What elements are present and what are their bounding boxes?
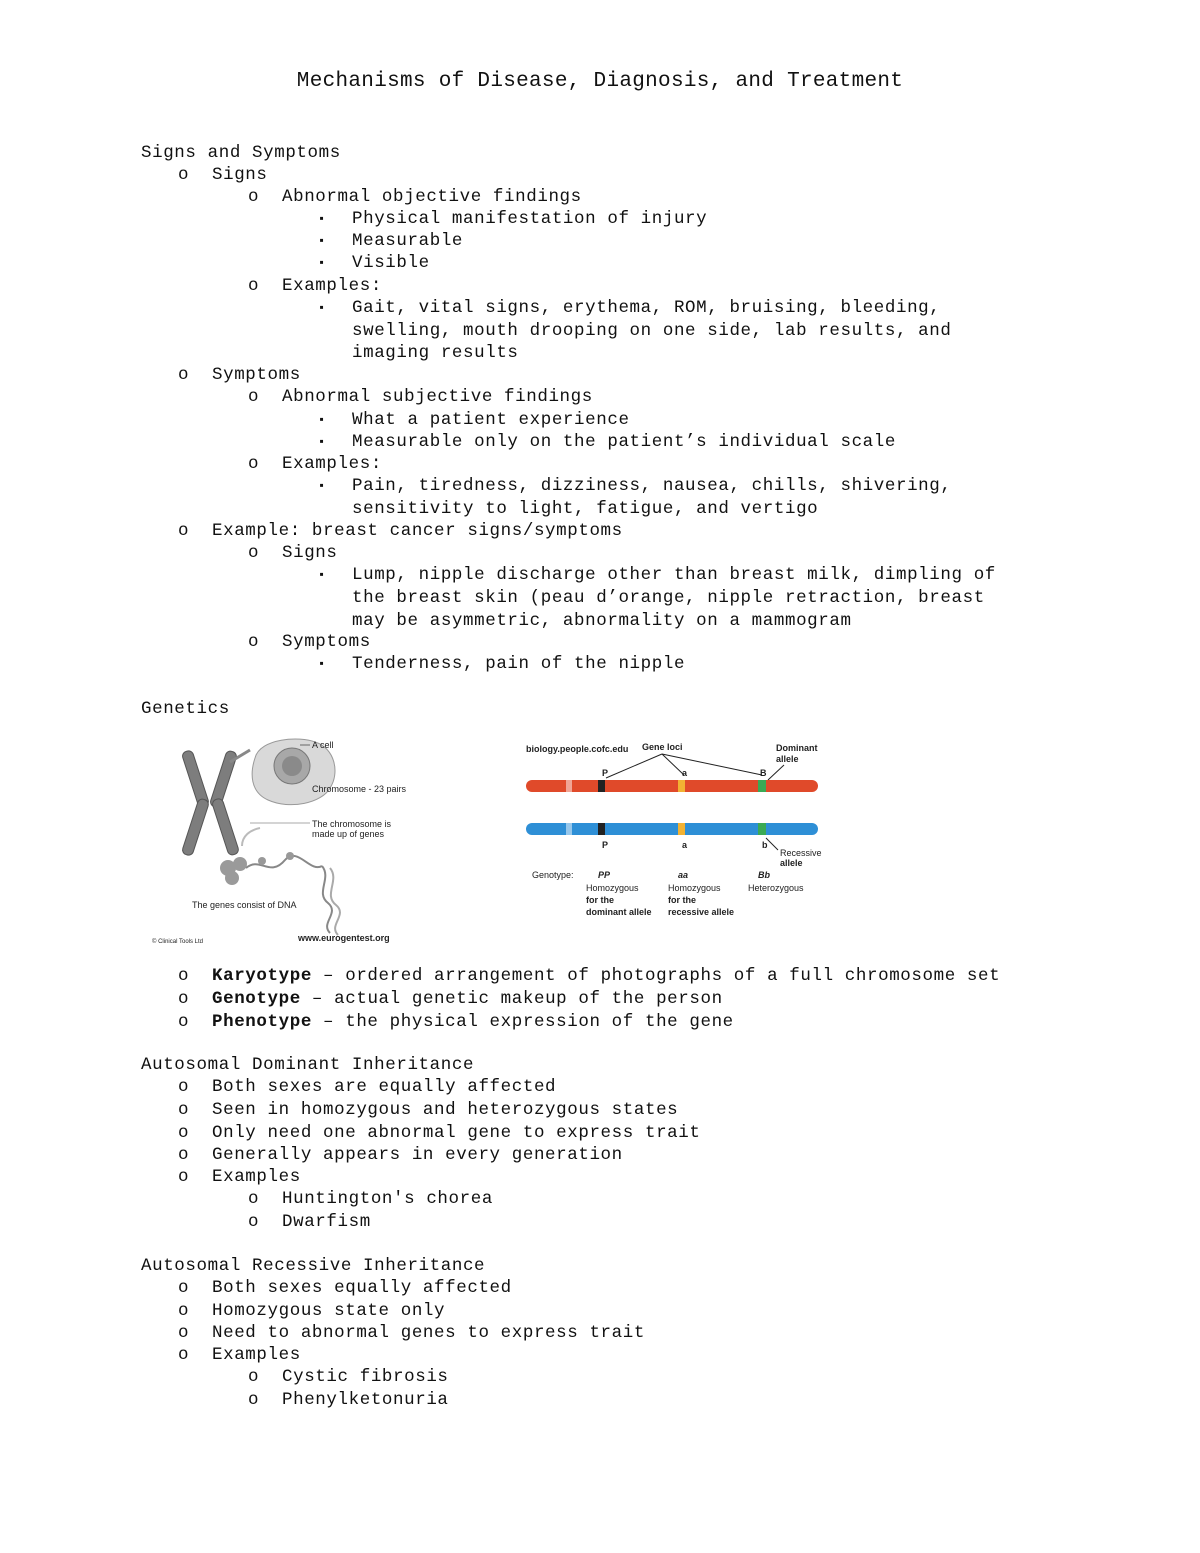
figure-label: A cell — [312, 740, 334, 750]
bullet-o: o — [178, 966, 190, 986]
figure-source: www.eurogentest.org — [298, 933, 390, 943]
list-item-text: Dwarfism — [282, 1212, 371, 1232]
list-item-text: Examples: — [282, 454, 382, 474]
bullet-o: o — [248, 543, 260, 563]
list-item-text: Examples — [212, 1345, 301, 1365]
term-line — [212, 1011, 734, 1033]
term-definition: – actual genetic makeup of the person — [300, 989, 723, 1009]
list-item-text: Gait, vital signs, erythema, ROM, bruising, bleeding, — [352, 298, 941, 318]
list-item-text: Signs — [282, 543, 338, 563]
bullet-o: o — [248, 276, 260, 296]
figure-label: Chromosome - 23 pairs — [312, 784, 407, 794]
genotype-value: aa — [678, 870, 689, 880]
bullet-o: o — [178, 1301, 190, 1321]
chromosome-illustration — [181, 750, 239, 857]
genotype-description: Heterozygous — [748, 883, 804, 893]
genotype-description: for the — [586, 895, 614, 905]
dominant-allele-label: allele — [776, 754, 799, 764]
list-item-text: imaging results — [352, 343, 519, 363]
list-item-text: may be asymmetric, abnormality on a mammogram — [352, 611, 852, 631]
list-item-text: Phenylketonuria — [282, 1390, 449, 1410]
list-item-text: Visible — [352, 253, 430, 273]
locus-band — [598, 780, 605, 792]
list-item-text: Both sexes are equally affected — [212, 1077, 557, 1097]
allele-label: a — [682, 840, 688, 850]
bullet-o: o — [248, 1212, 260, 1232]
locus-band — [678, 823, 685, 835]
list-item-text: Example: breast cancer signs/symptoms — [212, 521, 623, 541]
list-item-text: Huntington's chorea — [282, 1189, 493, 1209]
list-item-text: Homozygous state only — [212, 1301, 446, 1321]
figure-label: The genes consist of DNA — [192, 900, 297, 910]
locus-band — [598, 823, 605, 835]
figure-copyright: © Clinical Tools Ltd — [152, 939, 203, 945]
bullet-o: o — [248, 454, 260, 474]
genotype-value: PP — [598, 870, 611, 880]
list-item-text: Measurable only on the patient’s individual scale — [352, 432, 896, 452]
figure-label: The chromosome is — [312, 819, 392, 829]
figure-label: made up of genes — [312, 829, 385, 839]
chromosome-cell-figure — [150, 728, 420, 950]
list-item-text: Lump, nipple discharge other than breast milk, dimpling of — [352, 565, 996, 585]
bullet-o: o — [248, 1367, 260, 1387]
bullet-o: o — [178, 1077, 190, 1097]
list-item-text: swelling, mouth drooping on one side, lab results, and — [352, 321, 952, 341]
locus-band — [758, 780, 766, 792]
list-item-text: Pain, tiredness, dizziness, nausea, chills, shivering, — [352, 476, 952, 496]
dna-coil-illustration — [220, 852, 340, 935]
recessive-chromosome — [526, 823, 818, 835]
bullet-square: ▪ — [318, 568, 326, 582]
figure-source: biology.people.cofc.edu — [526, 744, 629, 754]
page-title: Mechanisms of Disease, Diagnosis, and Treatment — [296, 70, 904, 93]
list-item-text: sensitivity to light, fatigue, and vertigo — [352, 499, 819, 519]
bullet-o: o — [248, 1390, 260, 1410]
list-item-text: Measurable — [352, 231, 464, 251]
bullet-square: ▪ — [318, 435, 326, 449]
bullet-o: o — [178, 1323, 190, 1343]
gene-loci-label: Gene loci — [642, 742, 683, 752]
list-item-text: Cystic fibrosis — [282, 1367, 449, 1387]
bullet-o: o — [248, 1189, 260, 1209]
bullet-o: o — [178, 1012, 190, 1032]
recessive-allele-label: allele — [780, 858, 803, 868]
term: Genotype — [212, 989, 301, 1009]
bullet-o: o — [178, 1167, 190, 1187]
bullet-o: o — [178, 521, 190, 541]
bullet-o: o — [178, 365, 190, 385]
allele-label: b — [762, 840, 768, 850]
term: Phenotype — [212, 1012, 312, 1032]
list-item-text: Signs — [212, 165, 268, 185]
allele-label: B — [760, 768, 767, 778]
genotype-description: dominant allele — [586, 907, 652, 917]
genotype-description: recessive allele — [668, 907, 735, 917]
genotype-description: Homozygous — [668, 883, 721, 893]
bullet-o: o — [178, 1123, 190, 1143]
genotype-description: Homozygous — [586, 883, 639, 893]
bullet-o: o — [248, 632, 260, 652]
list-item-text: Symptoms — [212, 365, 301, 385]
dominant-chromosome — [526, 780, 818, 792]
list-item-text: Seen in homozygous and heterozygous states — [212, 1100, 679, 1120]
allele-label: P — [602, 840, 609, 850]
list-item-text: Symptoms — [282, 632, 371, 652]
locus-band — [758, 823, 766, 835]
list-item-text: Examples: — [282, 276, 382, 296]
list-item-text: What a patient experience — [352, 410, 630, 430]
bullet-o: o — [178, 1145, 190, 1165]
term-line — [212, 965, 1000, 987]
bullet-o: o — [178, 989, 190, 1009]
bullet-o: o — [178, 1278, 190, 1298]
gene-loci-figure — [522, 738, 842, 923]
section-heading-signs-symptoms: Signs and Symptoms — [141, 143, 341, 163]
list-item-text: Abnormal objective findings — [282, 187, 582, 207]
bullet-square: ▪ — [318, 301, 326, 315]
list-item-text: Physical manifestation of injury — [352, 209, 708, 229]
genotype-label: Genotype: — [532, 870, 574, 880]
dominant-allele-label: Dominant — [776, 743, 818, 753]
bullet-square: ▪ — [318, 234, 326, 248]
bullet-square: ▪ — [318, 413, 326, 427]
term-definition: – ordered arrangement of photographs of a full chromosome set — [311, 966, 1001, 986]
bullet-square: ▪ — [318, 256, 326, 270]
bullet-square: ▪ — [318, 212, 326, 226]
bullet-o: o — [178, 1345, 190, 1365]
locus-band — [678, 780, 685, 792]
section-heading-genetics: Genetics — [141, 699, 230, 719]
genotype-description: for the — [668, 895, 696, 905]
bullet-square: ▪ — [318, 479, 326, 493]
bullet-o: o — [178, 1100, 190, 1120]
list-item-text: Examples — [212, 1167, 301, 1187]
bullet-o: o — [248, 387, 260, 407]
list-item-text: Tenderness, pain of the nipple — [352, 654, 686, 674]
list-item-text: Abnormal subjective findings — [282, 387, 593, 407]
recessive-allele-label: Recessive — [780, 848, 822, 858]
allele-label: P — [602, 768, 609, 778]
term: Karyotype — [212, 966, 312, 986]
section-heading-autosomal-dominant: Autosomal Dominant Inheritance — [141, 1055, 475, 1075]
section-heading-autosomal-recessive: Autosomal Recessive Inheritance — [141, 1256, 486, 1276]
allele-label: a — [682, 768, 688, 778]
term-definition: – the physical expression of the gene — [311, 1012, 734, 1032]
list-item-text: Need to abnormal genes to express trait — [212, 1323, 645, 1343]
bullet-o: o — [248, 187, 260, 207]
list-item-text: Generally appears in every generation — [212, 1145, 623, 1165]
bullet-square: ▪ — [318, 657, 326, 671]
bullet-o: o — [178, 165, 190, 185]
list-item-text: Both sexes equally affected — [212, 1278, 512, 1298]
term-line — [212, 988, 723, 1010]
list-item-text: the breast skin (peau d’orange, nipple retraction, breast — [352, 588, 985, 608]
list-item-text: Only need one abnormal gene to express trait — [212, 1123, 701, 1143]
genotype-value: Bb — [758, 870, 770, 880]
